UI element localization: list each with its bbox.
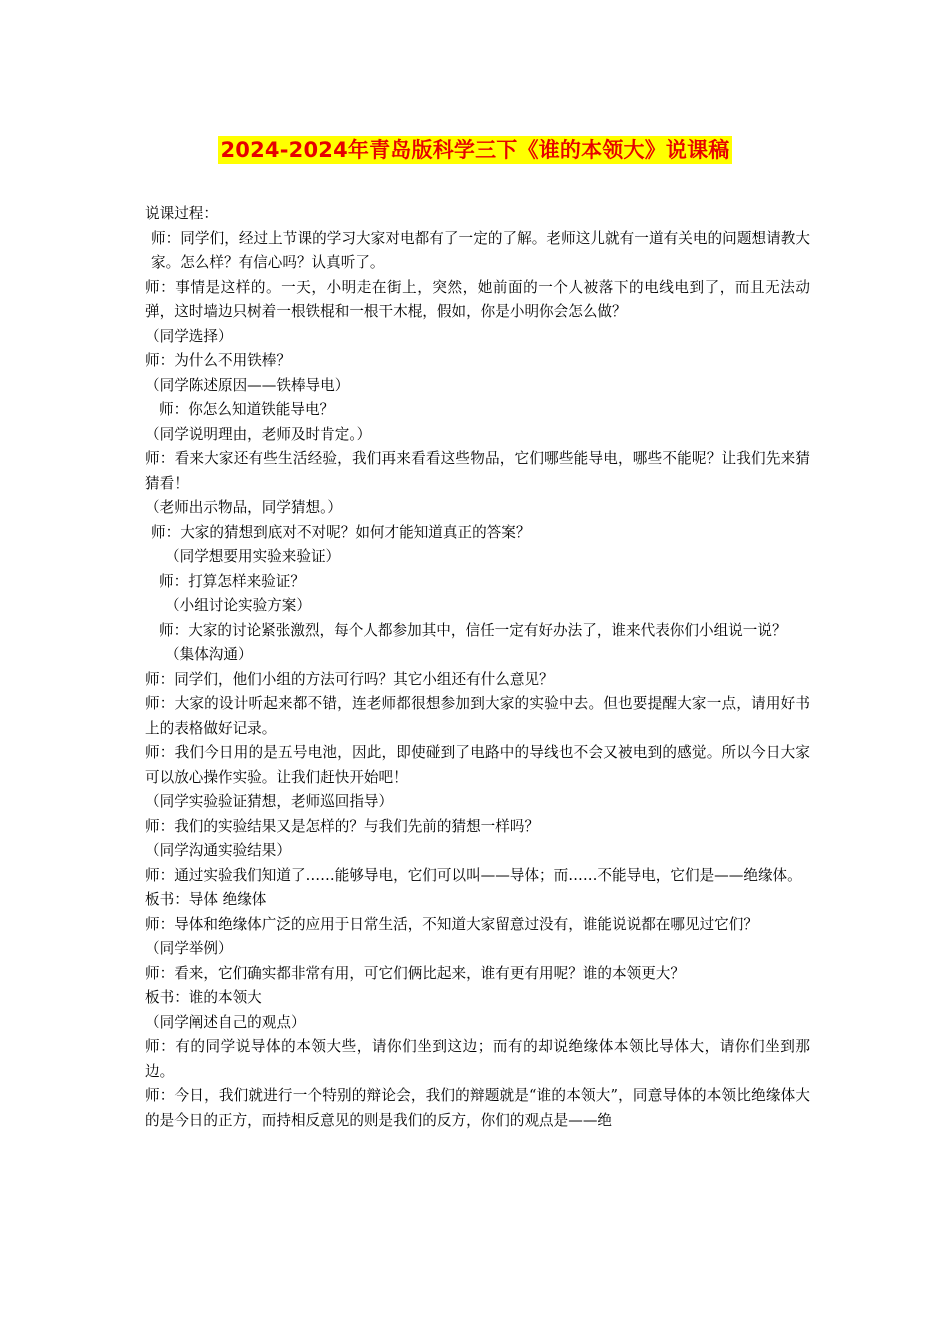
paragraph: （同学陈述原因——铁棒导电）: [145, 376, 350, 394]
paragraph: （同学选择）: [145, 327, 233, 345]
paragraph: （同学沟通实验结果）: [145, 842, 291, 859]
paragraph: 师：为什么不用铁棒？: [145, 352, 291, 369]
paragraph: （同学想要用实验来验证）: [165, 548, 341, 565]
paragraph: 师：今日，我们就进行一个特别的辩论会，我们的辩题就是“谁的本领大”，同意导体的本领比绝缘体大的是今日的正方，而持相反意见的则是我们的反方，你们的观点是——绝: [145, 1087, 810, 1129]
paragraph: 师：你怎么知道铁能导电？: [159, 401, 335, 418]
paragraph: 师：大家的猜想到底对不对呢？如何才能知道真正的答案？: [151, 523, 531, 541]
paragraph: （同学阐述自己的观点）: [145, 1013, 306, 1031]
paragraph: 板书：导体 绝缘体: [145, 891, 267, 908]
paragraph: （小组讨论实验方案）: [165, 597, 311, 614]
paragraph: 师：同学们，经过上节课的学习大家对电都有了一定的了解。老师这儿就有一道有关电的问题想请教大家。怎么样？有信心吗？认真听了。: [151, 229, 810, 271]
document-body: [145, 202, 810, 1133]
paragraph: 师：大家的设计听起来都不错，连老师都很想参加到大家的实验中去。但也要提醒大家一点，请用好书上的表格做好记录。: [145, 695, 810, 737]
paragraph: 板书：谁的本领大: [145, 989, 262, 1006]
paragraph: 师：事情是这样的。一天，小明走在街上，突然，她前面的一个人被落下的电线电到了，而且无法动弹，这时墙边只树着一根铁棍和一根干木棍，假如，你是小明你会怎么做？: [145, 278, 810, 320]
paragraph: 师：我们的实验结果又是怎样的？与我们先前的猜想一样吗？: [145, 817, 540, 835]
document-title: 2024-2024年青岛版科学三下《谁的本领大》说课稿: [220, 138, 730, 162]
paragraph: 师：我们今日用的是五号电池，因此，即使碰到了电路中的导线也不会又被电到的感觉。所以今日大家可以放心操作实验。让我们赶快开始吧！: [145, 744, 810, 786]
paragraph: 师：大家的讨论紧张激烈，每个人都参加其中，信任一定有好办法了，谁来代表你们小组说一说？: [159, 621, 787, 639]
paragraph: （同学实验验证猜想，老师巡回指导）: [145, 793, 394, 810]
paragraph: 师：打算怎样来验证？: [159, 572, 305, 590]
paragraph: （同学说明理由，老师及时肯定。）: [145, 425, 372, 443]
paragraph: 说课过程：: [145, 205, 218, 222]
paragraph: 师：有的同学说导体的本领大些，请你们坐到这边；而有的却说绝缘体本领比导体大，请你们坐到那边。: [145, 1038, 810, 1080]
paragraph: 师：通过实验我们知道了……能够导电，它们可以叫——导体；而……不能导电，它们是——绝缘体。: [145, 866, 802, 884]
paragraph: （集体沟通）: [165, 646, 253, 663]
paragraph: 师：看来大家还有些生活经验，我们再来看看这些物品，它们哪些能导电，哪些不能呢？让我们先来猜猜看！: [145, 450, 810, 492]
paragraph: 师：同学们，他们小组的方法可行吗？其它小组还有什么意见？: [145, 670, 554, 688]
paragraph: 师：看来，它们确实都非常有用，可它们俩比起来，谁有更有用呢？谁的本领更大？: [145, 964, 685, 982]
paragraph: 师：导体和绝缘体广泛的应用于日常生活，不知道大家留意过没有，谁能说说都在哪见过它们？: [145, 915, 758, 933]
paragraph: （同学举例）: [145, 940, 233, 957]
paragraph: （老师出示物品，同学猜想。）: [145, 499, 343, 516]
title-container: [0, 136, 950, 164]
